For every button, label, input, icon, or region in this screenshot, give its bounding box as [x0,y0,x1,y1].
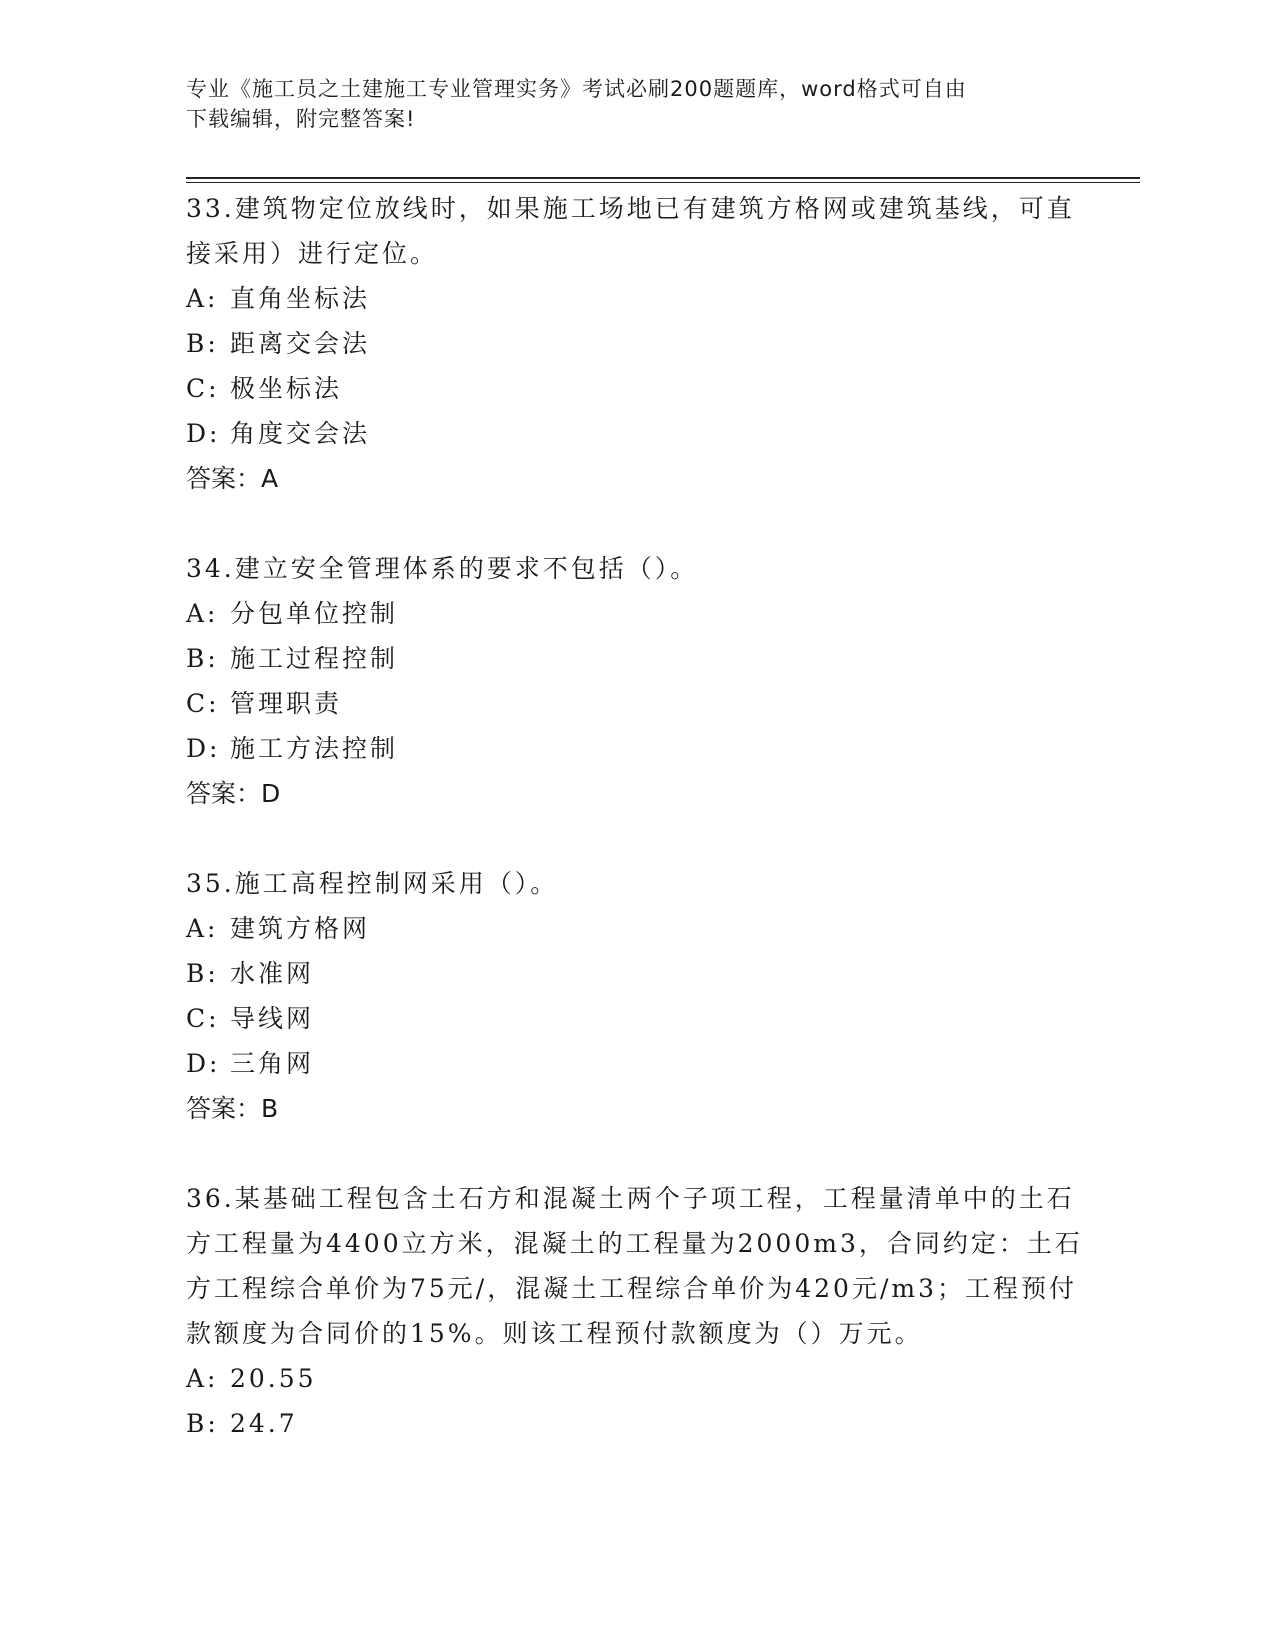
question-stem: 36.某基础工程包含土石方和混凝土两个子项工程，工程量清单中的土石方工程量为4400立方米，混凝土的工程量为2000m3，合同约定：土石方工程综合单价为75元/，混凝土工程综合单价为420元/m3；工程预付款额度为合同价的15%。则该工程预付款额度为（）万元。 [186,1184,1083,1348]
option-label: A: [186,1364,219,1393]
answer-option [186,951,1086,996]
option-label: A: [186,914,219,943]
option-label: C: [186,1004,220,1033]
question-block [186,186,1086,546]
option-text: 直角坐标法 [230,284,371,313]
option-label: B: [186,329,219,358]
option-text: 极坐标法 [230,374,343,403]
header-line-1: 专业《施工员之土建施工专业管理实务》考试必刷200题题库，word格式可自由 [186,77,967,101]
option-text: 三角网 [230,1049,315,1078]
question-block [186,546,1086,861]
answer-option [186,591,1086,636]
option-label: D: [186,1049,221,1078]
question-stem: 33.建筑物定位放线时，如果施工场地已有建筑方格网或建筑基线，可直接采用）进行定位。 [186,194,1075,268]
question-list [186,186,1086,1446]
header-line-2: 下载编辑，附完整答案! [186,107,416,131]
option-label: D: [186,734,221,763]
option-text: 管理职责 [230,689,343,718]
option-text: 建筑方格网 [230,914,371,943]
answer-option [186,1041,1086,1086]
option-text: 分包单位控制 [230,599,399,628]
option-text: 24.7 [230,1409,298,1438]
answer-option [186,366,1086,411]
question-block [186,861,1086,1176]
option-label: C: [186,689,220,718]
option-text: 导线网 [230,1004,315,1033]
option-text: 水准网 [230,959,315,988]
question-stem: 34.建立安全管理体系的要求不包括（）。 [186,554,699,583]
option-text: 20.55 [230,1364,317,1393]
answer-option [186,906,1086,951]
answer-key: 答案：B [186,1094,279,1123]
answer-key: 答案：A [186,464,279,493]
question-block [186,1176,1086,1446]
question-spacer [186,816,1086,861]
option-text: 施工方法控制 [230,734,399,763]
question-spacer [186,1131,1086,1176]
answer-option [186,636,1086,681]
answer-option [186,1356,1086,1401]
option-label: C: [186,374,220,403]
option-text: 施工过程控制 [230,644,399,673]
header-divider-thick [186,177,1140,179]
option-label: B: [186,1409,219,1438]
option-label: A: [186,599,219,628]
answer-option [186,411,1086,456]
option-label: A: [186,284,219,313]
answer-option [186,681,1086,726]
option-label: B: [186,959,219,988]
option-label: B: [186,644,219,673]
option-text: 距离交会法 [230,329,371,358]
answer-key: 答案：D [186,779,281,808]
answer-option [186,996,1086,1041]
option-text: 角度交会法 [230,419,371,448]
document-header [186,74,1086,134]
question-stem: 35.施工高程控制网采用（）。 [186,869,559,898]
answer-option [186,321,1086,366]
option-label: D: [186,419,221,448]
question-spacer [186,501,1086,546]
header-divider-thin [186,182,1140,183]
answer-option [186,276,1086,321]
answer-option [186,1401,1086,1446]
answer-option [186,726,1086,771]
